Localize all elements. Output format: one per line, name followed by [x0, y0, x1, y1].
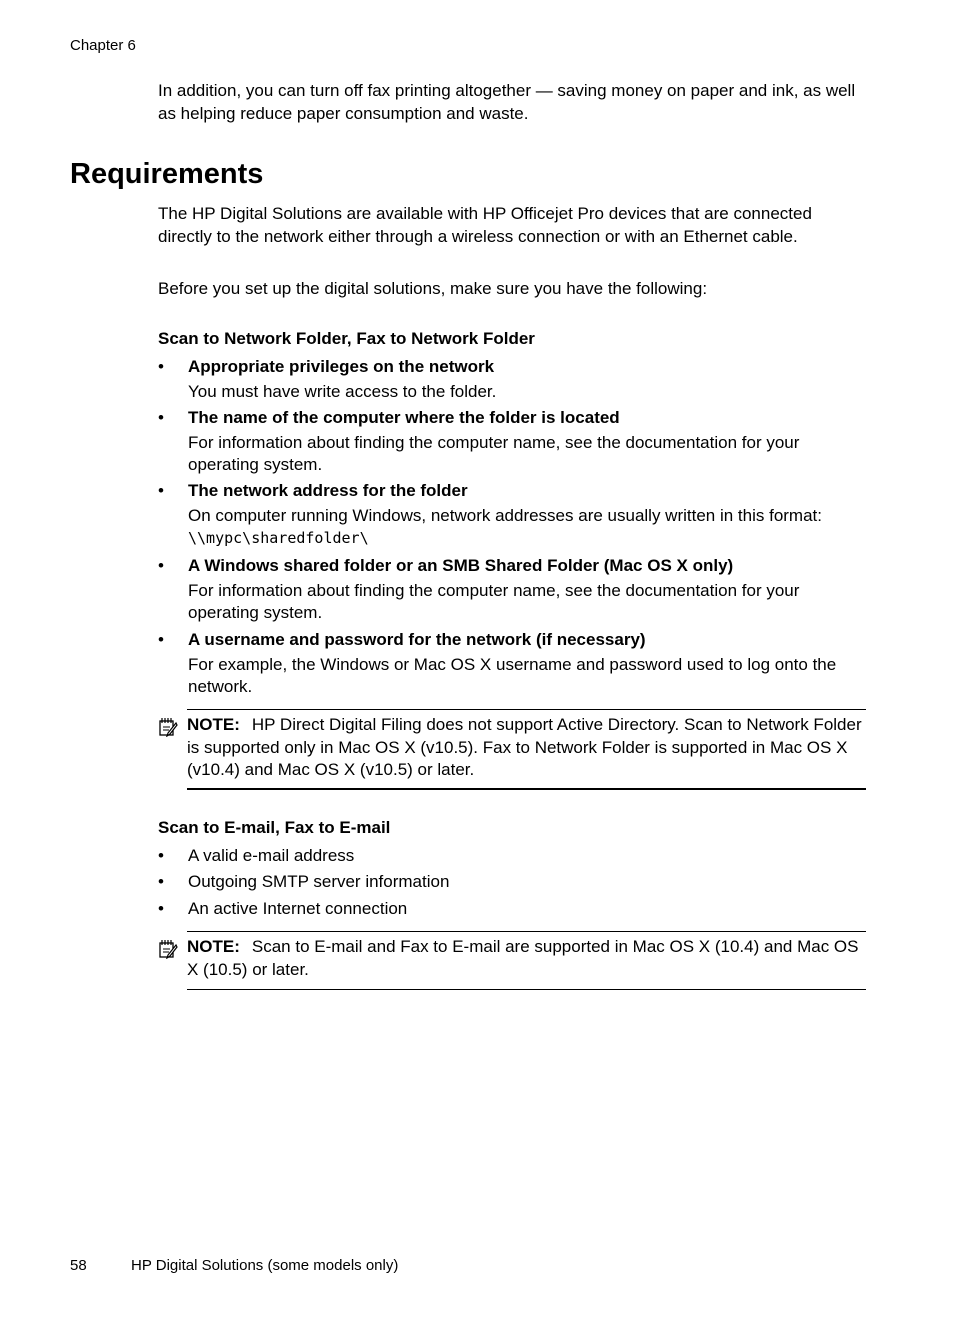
note-box [158, 709, 866, 791]
bullet-icon: • [158, 630, 164, 649]
bullet-icon: • [158, 899, 164, 918]
list-item-body: On computer running Windows, network addresses are usually written in this format: [188, 505, 822, 525]
email-heading: Scan to E-mail, Fax to E-mail [158, 818, 391, 837]
list-item-title: A Windows shared folder or an SMB Shared Folder (Mac OS X only) [188, 556, 734, 575]
note-text: Scan to E-mail and Fax to E-mail are supported in Mac OS X (10.4) and Mac OS X (10.5) or later. [187, 937, 859, 979]
chapter-label: Chapter 6 [70, 37, 136, 54]
list-item-text: A valid e-mail address [188, 846, 355, 865]
list-item-title: The name of the computer where the folder is located [188, 408, 620, 427]
note-text: HP Direct Digital Filing does not support Active Directory. Scan to Network Folder is supported only in Mac OS X (v10.5). Fax to Network Folder is supported in Mac OS X (v10.4) and Mac OS X (v10.5) or later. [187, 715, 862, 779]
list-item-body: You must have write access to the folder. [188, 381, 497, 401]
requirements-paragraph-1: The HP Digital Solutions are available with HP Officejet Pro devices that are connected directly to the network either through a wireless connection or with an Ethernet cable. [158, 204, 812, 246]
note-bottom-rule [187, 788, 866, 790]
note-bottom-rule [187, 989, 866, 990]
network-address-code: \\mypc\sharedfolder\ [188, 529, 369, 547]
bullet-icon: • [158, 872, 164, 891]
bullet-icon: • [158, 408, 164, 427]
footer-title: HP Digital Solutions (some models only) [131, 1257, 399, 1274]
note-label: NOTE: [187, 937, 240, 956]
list-item-body: For example, the Windows or Mac OS X username and password used to log onto the network. [188, 654, 837, 696]
section-title: Requirements [70, 158, 264, 190]
requirements-paragraph-2: Before you set up the digital solutions, make sure you have the following: [158, 279, 708, 298]
bullet-icon: • [158, 556, 164, 575]
note-top-rule [187, 709, 866, 710]
list-item-body: For information about finding the computer name, see the documentation for your operating system. [188, 580, 800, 622]
note-top-rule [187, 931, 866, 932]
list-item-text: Outgoing SMTP server information [188, 872, 450, 891]
note-label: NOTE: [187, 715, 240, 734]
intro-paragraph: In addition, you can turn off fax printing altogether — saving money on paper and ink, as well as helping reduce paper consumption and waste. [158, 81, 856, 123]
note-icon [158, 939, 178, 959]
list-item-title: A username and password for the network (if necessary) [188, 630, 646, 649]
note-icon [158, 717, 178, 737]
bullet-icon: • [158, 357, 164, 376]
bullet-icon: • [158, 481, 164, 500]
note-box [158, 931, 866, 991]
page-number: 58 [70, 1257, 87, 1274]
list-item-text: An active Internet connection [188, 899, 408, 918]
list-item-title: The network address for the folder [188, 481, 468, 500]
list-item-body: For information about finding the computer name, see the documentation for your operating system. [188, 432, 800, 474]
network-folder-heading: Scan to Network Folder, Fax to Network Folder [158, 329, 535, 348]
bullet-icon: • [158, 846, 164, 865]
list-item-title: Appropriate privileges on the network [188, 357, 495, 376]
